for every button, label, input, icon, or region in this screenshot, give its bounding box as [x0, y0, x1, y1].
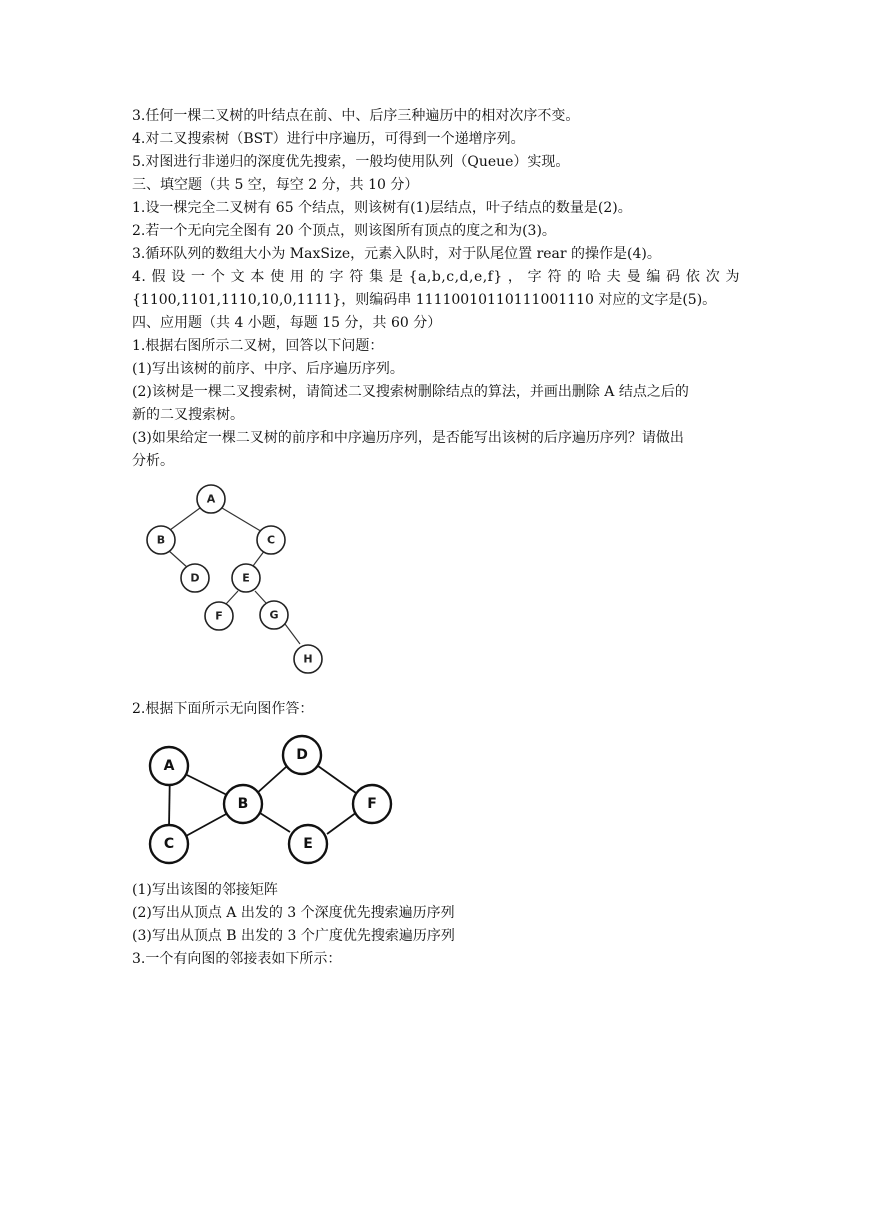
fill-item-4-line2: {1100,1101,1110,10,0,1111}，则编码串 11110010110111001110 对应的文字是(5)。 — [132, 292, 717, 308]
tree-edge-a-b — [170, 508, 200, 530]
graph-node-a-label: A — [163, 758, 175, 774]
tree-node-e-label: E — [242, 571, 250, 585]
app-q1-sub3-line2: 分析。 — [132, 453, 174, 469]
tree-node-a-label: A — [206, 492, 216, 506]
graph-node-c-label: C — [163, 836, 175, 852]
app-q1-sub1: (1)写出该树的前序、中序、后序遍历序列。 — [132, 361, 404, 377]
graph-node-e-label: E — [303, 836, 313, 852]
app-question-1: 1.根据右图所示二叉树，回答以下问题： — [132, 338, 384, 354]
judge-item-3: 3.任何一棵二叉树的叶结点在前、中、后序三种遍历中的相对次序不变。 — [132, 108, 580, 124]
binary-tree-diagram — [140, 478, 340, 682]
graph-edge-c-b — [186, 813, 228, 836]
graph-edge-b-e — [260, 813, 290, 832]
graph-edge-d-f — [318, 766, 356, 793]
fill-item-2: 2.若一个无向完全图有 20 个顶点，则该图所有顶点的度之和为(3)。 — [132, 223, 556, 239]
tree-edge-e-f — [226, 591, 238, 604]
tree-node-h-label: H — [303, 652, 313, 666]
app-q2-sub1: (1)写出该图的邻接矩阵 — [132, 882, 278, 898]
tree-node-g-label: G — [269, 608, 279, 622]
tree-edge-b-d — [168, 550, 188, 568]
graph-edge-a-b — [187, 775, 227, 795]
graph-node-b-label: B — [237, 796, 249, 812]
app-q2-sub2: (2)写出从顶点 A 出发的 3 个深度优先搜索遍历序列 — [132, 905, 455, 921]
app-q2-sub3: (3)写出从顶点 B 出发的 3 个广度优先搜索遍历序列 — [132, 928, 455, 944]
section-heading-fill-blank: 三、填空题（共 5 空，每空 2 分，共 10 分） — [132, 177, 419, 193]
fill-item-3: 3.循环队列的数组大小为 MaxSize，元素入队时，对于队尾位置 rear 的操作是(4)。 — [132, 246, 661, 262]
graph-edge-b-d — [256, 767, 286, 794]
tree-edge-e-g — [255, 591, 266, 603]
graph-node-d-label: D — [296, 747, 308, 763]
graph-edge-e-f — [327, 812, 357, 834]
tree-node-f-label: F — [215, 609, 223, 623]
tree-edge-a-c — [222, 508, 264, 533]
app-q1-sub2-line1: (2)该树是一棵二叉搜索树，请简述二叉搜索树删除结点的算法，并画出删除 A 结点之后的 — [132, 384, 689, 400]
app-question-3: 3.一个有向图的邻接表如下所示： — [132, 951, 342, 967]
fill-item-1: 1.设一棵完全二叉树有 65 个结点，则该树有(1)层结点，叶子结点的数量是(2)。 — [132, 200, 632, 216]
judge-item-5: 5.对图进行非递归的深度优先搜索，一般均使用队列（Queue）实现。 — [132, 154, 570, 170]
fill-item-4-line1: 4. 假 设 一 个 文 本 使 用 的 字 符 集 是 {a,b,c,d,e,f} ， 字 符 的 哈 夫 曼 编 码 依 次 为 — [132, 269, 740, 285]
graph-node-f-label: F — [367, 796, 377, 812]
app-q1-sub3-line1: (3)如果给定一棵二叉树的前序和中序遍历序列，是否能写出该树的后序遍历序列？请做出 — [132, 430, 684, 446]
app-q1-sub2-line2: 新的二叉搜索树。 — [132, 407, 244, 423]
tree-node-c-label: C — [266, 533, 276, 547]
tree-edge-g-h — [285, 624, 300, 644]
judge-item-4: 4.对二叉搜索树（BST）进行中序遍历，可得到一个递增序列。 — [132, 131, 525, 147]
tree-node-b-label: B — [156, 533, 166, 547]
undirected-graph-diagram — [140, 730, 400, 870]
section-heading-application: 四、应用题（共 4 小题，每题 15 分，共 60 分） — [132, 315, 442, 331]
app-question-2: 2.根据下面所示无向图作答： — [132, 701, 314, 717]
tree-node-d-label: D — [190, 571, 200, 585]
